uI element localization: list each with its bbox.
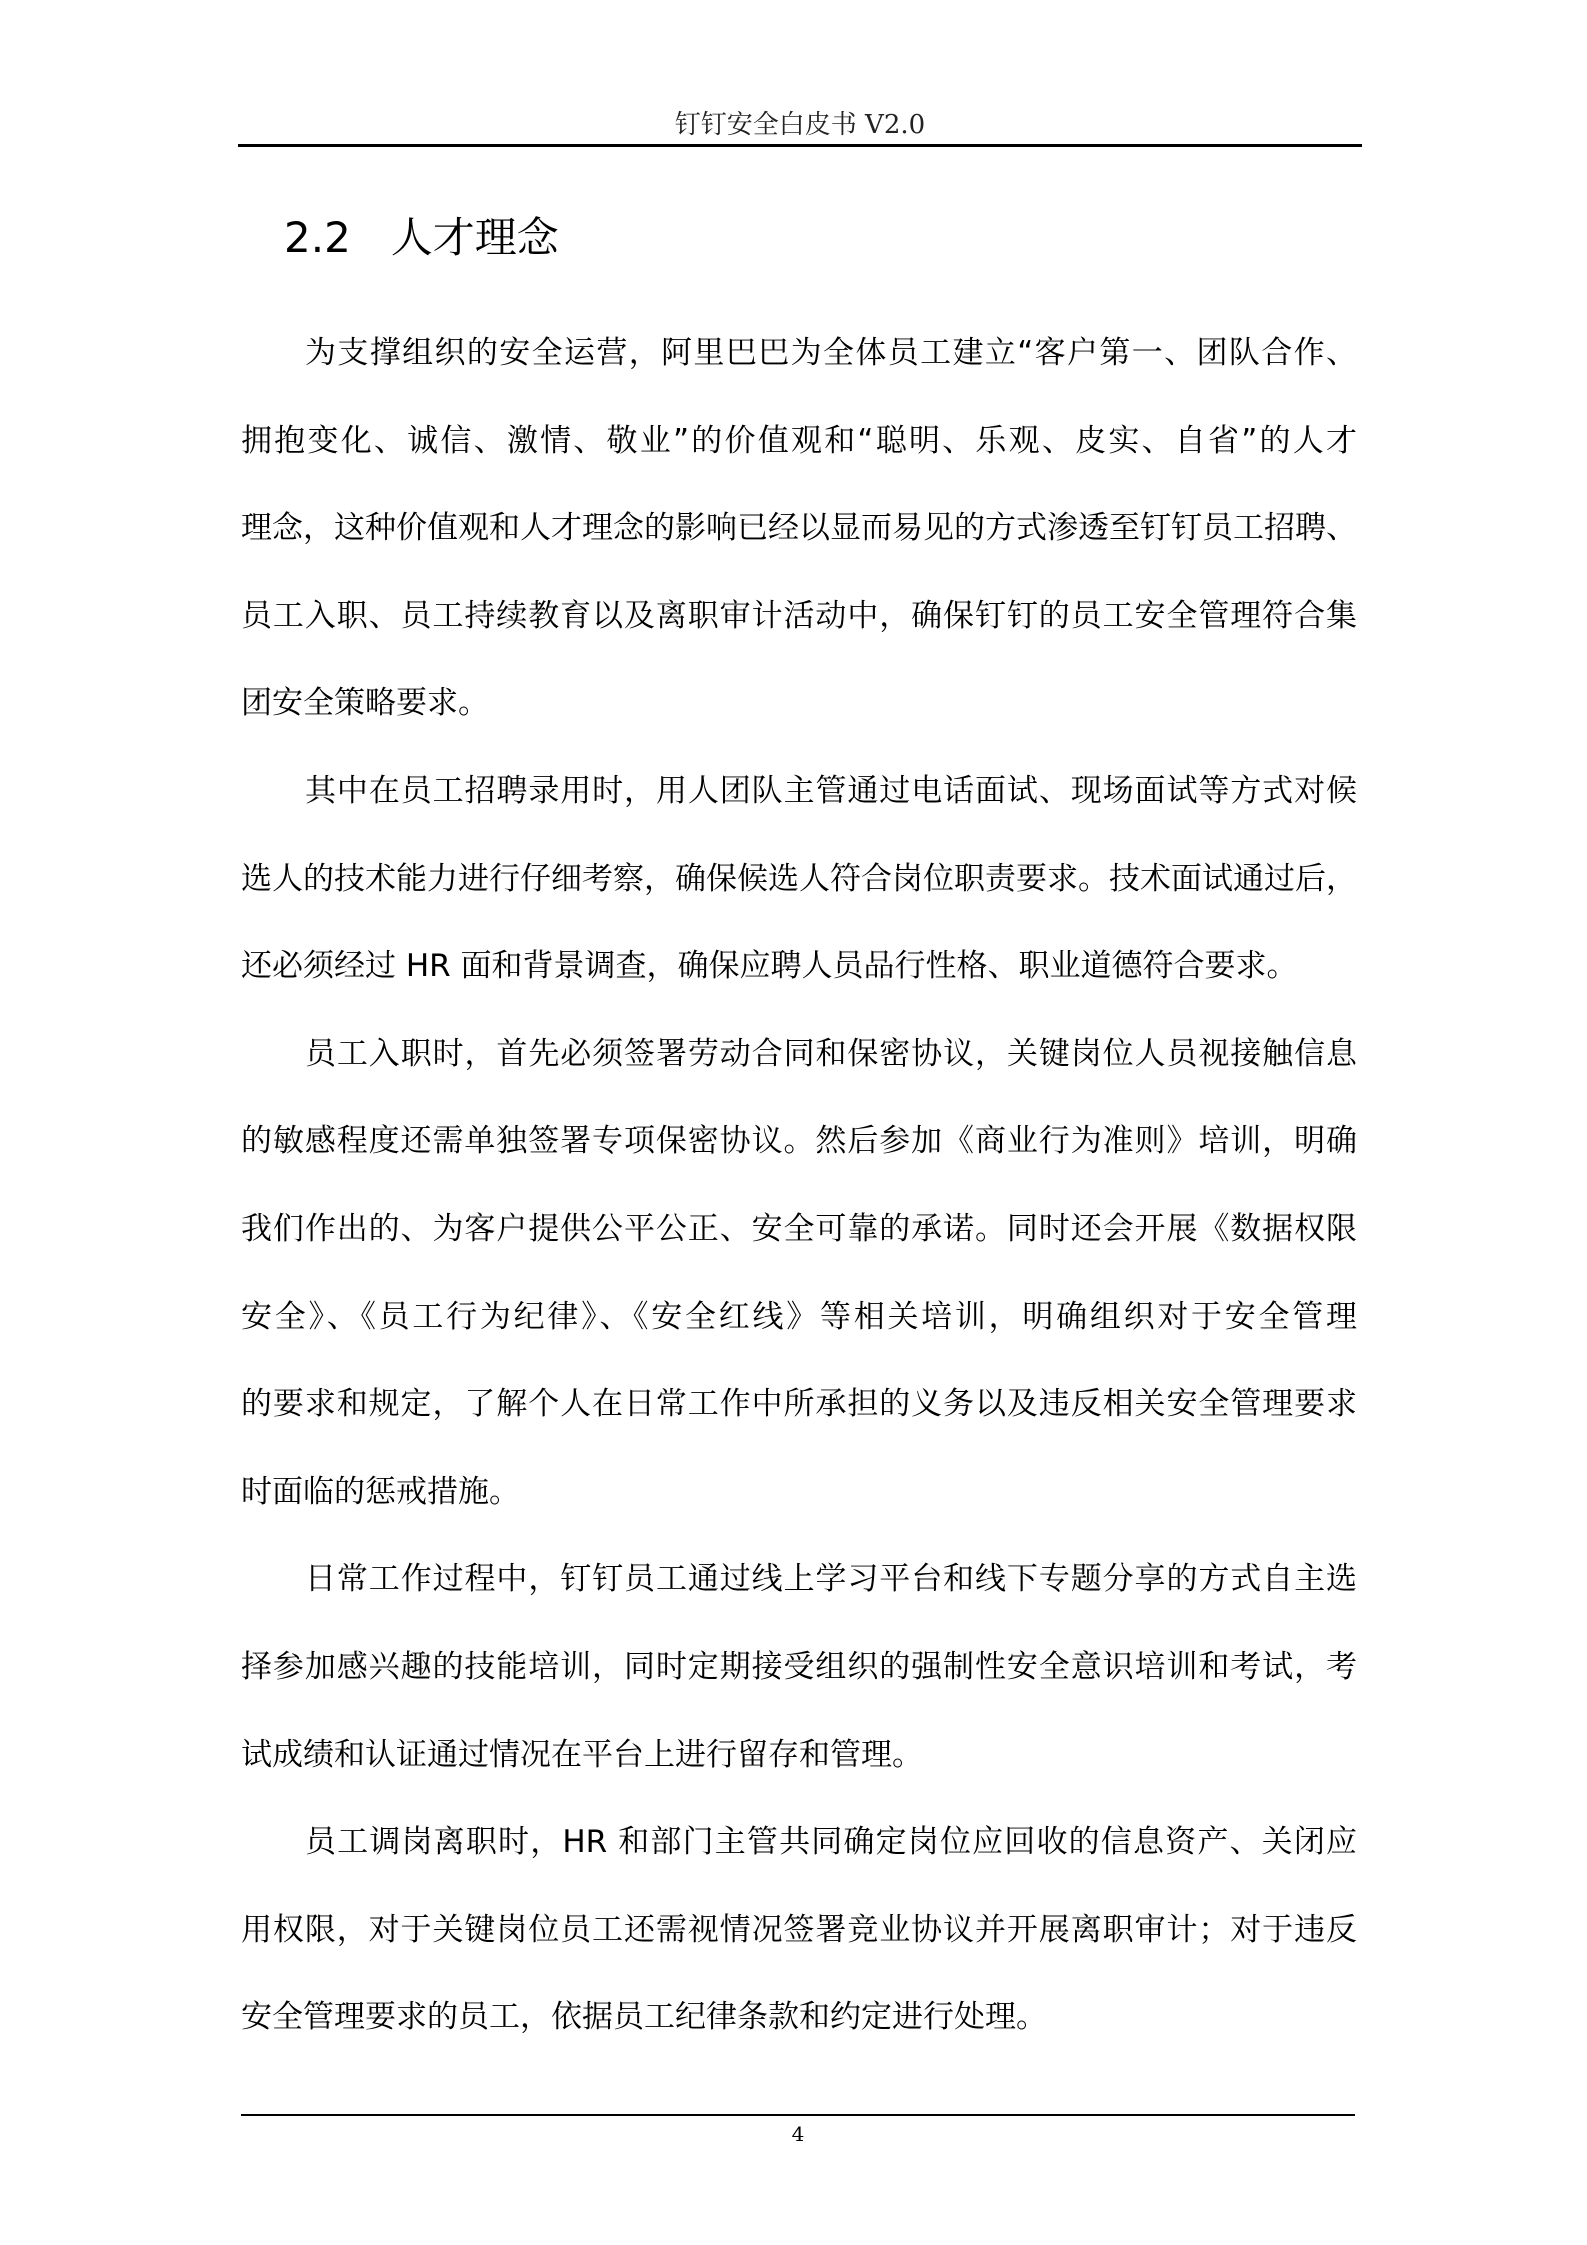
paragraph-line: 其中在员工招聘录用时，用人团队主管通过电话面试、现场面试等方式对候 [305, 772, 1357, 809]
paragraph-line: 日常工作过程中，钉钉员工通过线上学习平台和线下专题分享的方式自主选 [305, 1561, 1357, 1598]
paragraph-line: 安全管理要求的员工，依据员工纪律条款和约定进行处理。 [241, 1999, 1047, 2036]
paragraph-line: 时面临的惩戒措施。 [241, 1473, 520, 1510]
paragraph [241, 1011, 1357, 1537]
paragraph-line: 的要求和规定，了解个人在日常工作中所承担的义务以及违反相关安全管理要求 [241, 1386, 1357, 1423]
paragraph-line: 员工调岗离职时，HR 和部门主管共同确定岗位应回收的信息资产、关闭应 [305, 1824, 1357, 1861]
paragraph-line: 还必须经过 HR 面和背景调查，确保应聘人员品行性格、职业道德符合要求。 [241, 948, 1298, 985]
paragraph-line: 的敏感程度还需单独签署专项保密协议。然后参加《商业行为准则》培训，明确 [241, 1123, 1357, 1160]
footer-divider [241, 2114, 1355, 2116]
paragraph [241, 1536, 1357, 1799]
section-title: 人才理念 [390, 213, 559, 262]
paragraph-line: 择参加感兴趣的技能培训，同时定期接受组织的强制性安全意识培训和考试，考 [241, 1648, 1357, 1685]
paragraph-line: 试成绩和认证通过情况在平台上进行留存和管理。 [241, 1736, 923, 1773]
page-number: 4 [791, 2122, 805, 2146]
paragraph-line: 安全》、《员工行为纪律》、《安全红线》等相关培训，明确组织对于安全管理 [241, 1298, 1357, 1335]
page-header-title: 钉钉安全白皮书 V2.0 [674, 110, 926, 140]
paragraph [241, 310, 1357, 748]
section-number: 2.2 [284, 213, 351, 262]
header-divider [238, 144, 1362, 147]
section-heading [284, 212, 559, 264]
paragraph-line: 员工入职、员工持续教育以及离职审计活动中，确保钉钉的员工安全管理符合集 [241, 597, 1357, 634]
paragraph-line: 用权限，对于关键岗位员工还需视情况签署竞业协议并开展离职审计；对于违反 [241, 1911, 1357, 1948]
paragraph [241, 748, 1357, 1011]
paragraph-line: 员工入职时，首先必须签署劳动合同和保密协议，关键岗位人员视接触信息 [305, 1035, 1357, 1072]
paragraph-line: 团安全策略要求。 [241, 685, 489, 722]
paragraph-line: 理念，这种价值观和人才理念的影响已经以显而易见的方式渗透至钉钉员工招聘、 [241, 510, 1357, 547]
paragraph-line: 选人的技术能力进行仔细考察，确保候选人符合岗位职责要求。技术面试通过后， [241, 860, 1357, 897]
paragraph-line: 拥抱变化、诚信、激情、敬业”的价值观和“聪明、乐观、皮实、自省”的人才 [241, 422, 1357, 459]
paragraph-line: 我们作出的、为客户提供公平公正、安全可靠的承诺。同时还会开展《数据权限 [241, 1210, 1357, 1247]
paragraph-line: 为支撑组织的安全运营，阿里巴巴为全体员工建立“客户第一、团队合作、 [305, 335, 1357, 371]
paragraph [241, 1799, 1357, 2062]
body-text [241, 310, 1357, 2062]
